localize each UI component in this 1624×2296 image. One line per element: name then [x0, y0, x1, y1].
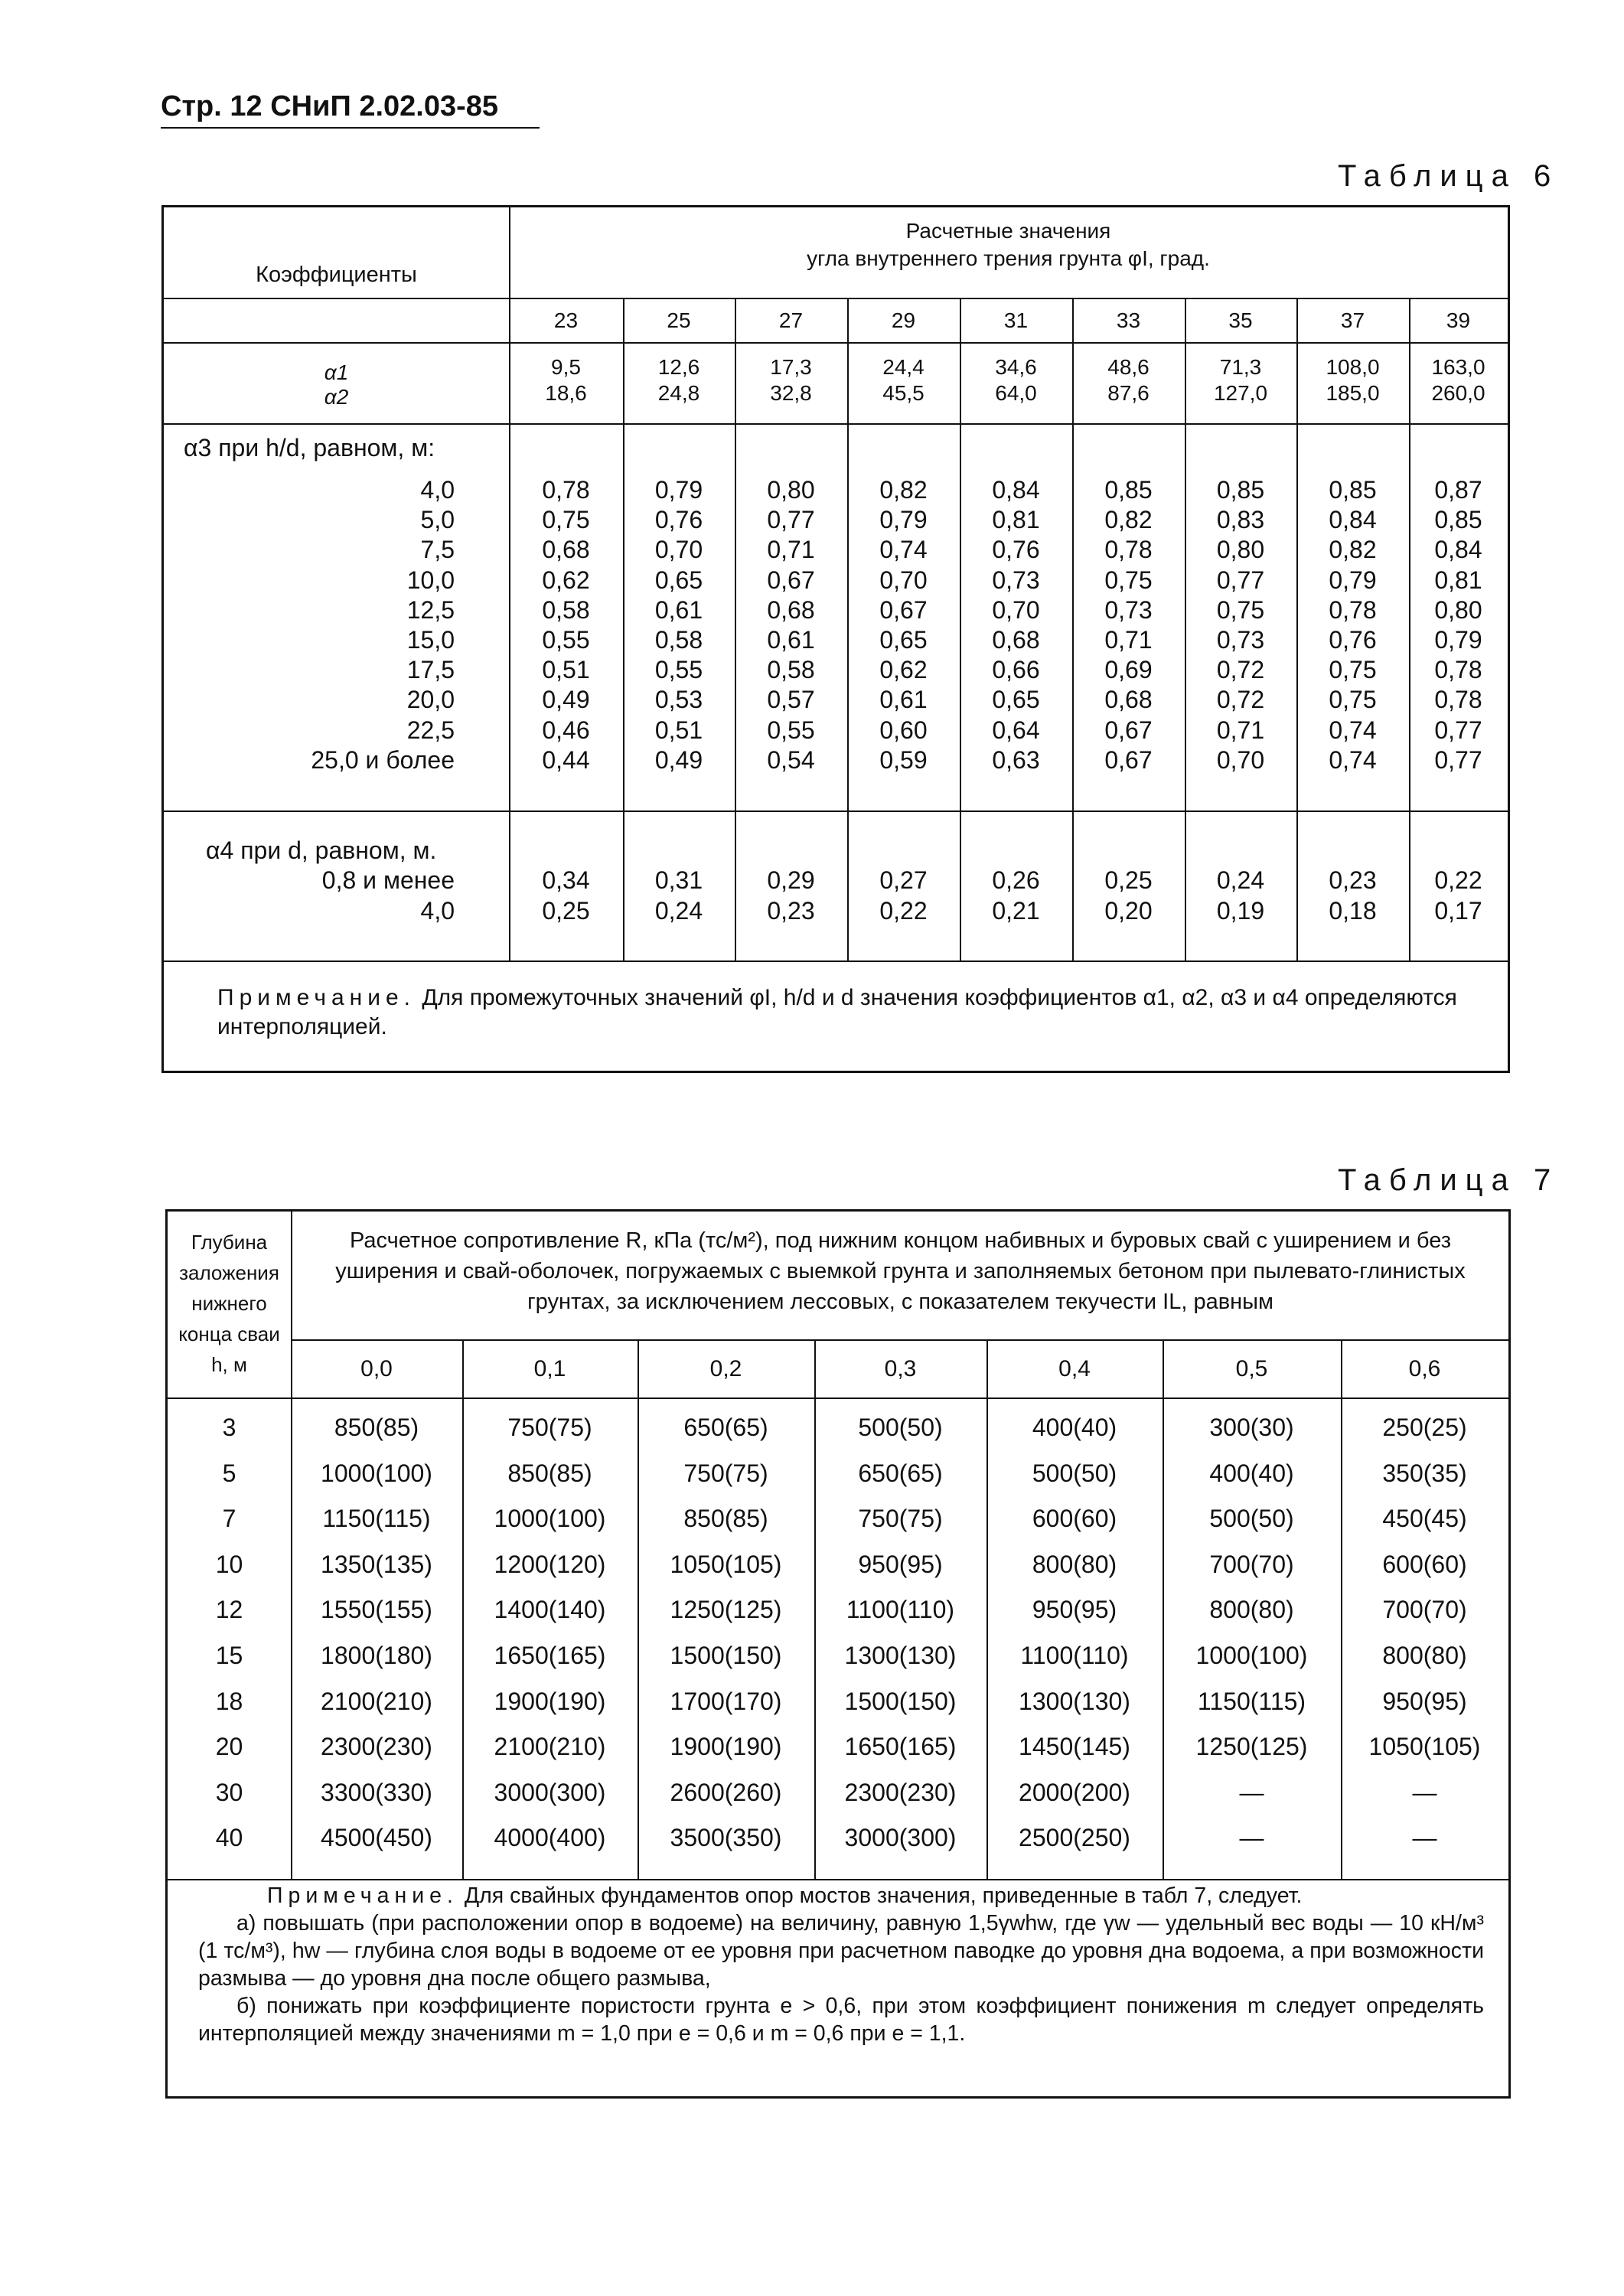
t6-g2-value: 0,64 [992, 716, 1040, 744]
t6-g2-row-label: 7,5 [420, 536, 455, 564]
t7-hline [168, 1397, 1508, 1399]
t6-span-header-line1: Расчетные значения [905, 219, 1111, 243]
t6-hline [164, 423, 1508, 425]
t6-g2-value: 0,71 [767, 536, 815, 564]
t6-g1-value: 185,0 [1326, 381, 1380, 405]
t7-hline [291, 1339, 1508, 1341]
t6-g1-label-a1: α1 [324, 360, 349, 384]
t6-g1-value: 45,5 [882, 381, 925, 405]
t6-g2-value: 0,65 [992, 686, 1040, 714]
t6-g2-row-label: 20,0 [406, 686, 455, 714]
t7-depth: 40 [215, 1824, 243, 1852]
t6-g2-value: 0,77 [767, 506, 815, 534]
t7-value: 400(40) [1209, 1459, 1294, 1487]
t6-g2-value: 0,63 [992, 745, 1040, 774]
t6-g3-value: 0,21 [992, 896, 1040, 925]
t6-g2-value: 0,68 [1104, 686, 1153, 714]
t6-g1-value: 24,8 [657, 381, 700, 405]
t7-value: 1050(105) [1368, 1733, 1481, 1761]
t6-g2-value: 0,78 [1434, 656, 1482, 684]
t7-value: 950(95) [1382, 1687, 1467, 1715]
t7-note [198, 1882, 1484, 2047]
t7-value: 1550(155) [321, 1596, 432, 1624]
t7-value: 750(75) [507, 1414, 592, 1441]
t6-g3-title: α4 при d, равном, м. [206, 837, 437, 864]
t6-g2-value: 0,75 [542, 506, 590, 534]
t6-g2-value: 0,55 [654, 656, 703, 684]
t6-g1-label-a2: α2 [324, 385, 349, 409]
t6-g2-value: 0,62 [542, 566, 590, 594]
t6-g2-value: 0,74 [879, 536, 928, 564]
t7-value: 1250(125) [1195, 1733, 1308, 1761]
t7-value: 600(60) [1032, 1505, 1117, 1533]
t6-g2-value: 0,80 [1434, 595, 1482, 624]
t6-g2-value: 0,77 [1434, 716, 1482, 744]
t6-g2-value: 0,77 [1216, 566, 1265, 594]
t7-depth: 7 [222, 1505, 236, 1533]
t7-value: 850(85) [507, 1459, 592, 1487]
t7-value: 2600(260) [670, 1778, 782, 1806]
t7-il-header: 0,1 [533, 1356, 566, 1381]
t6-g2-value: 0,73 [1104, 595, 1153, 624]
page-header-rule [161, 127, 540, 129]
table7 [165, 1209, 1511, 2099]
t7-value: 1650(165) [494, 1642, 606, 1669]
t7-value: — [1412, 1824, 1437, 1852]
t6-g1-value: 71,3 [1219, 355, 1262, 379]
t6-g1-value: 64,0 [995, 381, 1037, 405]
t6-g2-value: 0,68 [992, 626, 1040, 654]
t7-value: 750(75) [858, 1505, 943, 1533]
t7-note-label: Примечание. [267, 1883, 458, 1908]
t7-il-header: 0,6 [1408, 1356, 1441, 1381]
t6-g2-value: 0,78 [1434, 686, 1482, 714]
table6-caption: Таблица 6 [1338, 159, 1560, 193]
t7-value: 850(85) [334, 1414, 419, 1441]
t6-g2-value: 0,73 [992, 566, 1040, 594]
t6-angle-header: 37 [1340, 308, 1365, 332]
t6-g1-value: 18,6 [545, 381, 587, 405]
t7-value: 650(65) [683, 1414, 768, 1441]
t6-g2-value: 0,51 [654, 716, 703, 744]
t6-g2-value: 0,81 [992, 506, 1040, 534]
t6-g1-value: 12,6 [657, 355, 700, 379]
t6-g2-row-label: 4,0 [420, 476, 455, 504]
t7-value: 1000(100) [494, 1505, 606, 1533]
t7-value: 300(30) [1209, 1414, 1294, 1441]
t7-value: 1650(165) [844, 1733, 957, 1761]
t7-note-intro: Для свайных фундаментов опор мостов значения, приведенные в табл 7, следует. [464, 1883, 1303, 1908]
t7-value: 850(85) [683, 1505, 768, 1533]
t7-value: 2000(200) [1019, 1778, 1130, 1806]
t7-value: 700(70) [1382, 1596, 1467, 1624]
t7-il-header: 0,2 [709, 1356, 742, 1381]
t7-value: 1450(145) [1019, 1733, 1130, 1761]
t6-hline [509, 298, 1508, 299]
t6-g3-value: 0,29 [767, 866, 815, 894]
t7-value: 950(95) [1032, 1596, 1117, 1624]
t7-il-header: 0,0 [360, 1356, 393, 1381]
t7-value: — [1412, 1778, 1437, 1806]
t6-g2-row-label: 5,0 [420, 506, 455, 534]
t6-g1-value: 87,6 [1107, 381, 1150, 405]
t6-g2-value: 0,55 [542, 626, 590, 654]
t7-value: 400(40) [1032, 1414, 1117, 1441]
t7-value: 1350(135) [321, 1550, 432, 1578]
t6-g1-value: 34,6 [995, 355, 1037, 379]
t6-g2-value: 0,84 [1329, 506, 1377, 534]
t6-hline [164, 342, 1508, 344]
t7-il-header: 0,4 [1058, 1356, 1091, 1381]
t6-g3-value: 0,34 [542, 866, 590, 894]
t6-g2-value: 0,75 [1216, 595, 1265, 624]
t7-value: 1500(150) [844, 1687, 957, 1715]
t6-g3-row-label: 0,8 и менее [321, 866, 455, 894]
t6-hline [164, 810, 1508, 812]
t7-depth: 10 [215, 1550, 243, 1578]
t7-value: 1700(170) [670, 1687, 782, 1715]
t6-g1-value: 163,0 [1431, 355, 1485, 379]
t6-angle-header: 33 [1116, 308, 1141, 332]
t6-angle-header: 31 [1003, 308, 1029, 332]
page-header: Стр. 12 СНиП 2.02.03-85 [161, 90, 499, 122]
t7-value: 2300(230) [844, 1778, 957, 1806]
t7-value: 3000(300) [494, 1778, 606, 1806]
t6-g2-value: 0,82 [1329, 536, 1377, 564]
t7-il-header: 0,3 [884, 1356, 917, 1381]
t7-depth: 12 [215, 1596, 243, 1624]
t6-g3-value: 0,23 [767, 896, 815, 925]
t7-depth: 18 [215, 1687, 243, 1715]
t6-g2-value: 0,80 [1216, 536, 1265, 564]
t6-g2-value: 0,79 [654, 476, 703, 504]
t6-angle-header: 25 [667, 308, 691, 332]
t6-g2-value: 0,84 [1434, 536, 1482, 564]
t7-value: 800(80) [1382, 1642, 1467, 1669]
t7-hline [168, 1879, 1508, 1880]
t7-value: 1900(190) [494, 1687, 606, 1715]
t7-value: 800(80) [1209, 1596, 1294, 1624]
t6-g2-value: 0,75 [1104, 566, 1153, 594]
t6-g2-value: 0,62 [879, 656, 928, 684]
t6-g2-value: 0,78 [542, 476, 590, 504]
t6-g2-value: 0,85 [1329, 476, 1377, 504]
t7-value: 1150(115) [322, 1505, 431, 1533]
t7-value: 1800(180) [321, 1642, 432, 1669]
t6-g3-value: 0,22 [879, 896, 928, 925]
t7-value: 250(25) [1382, 1414, 1467, 1441]
t6-g1-value: 260,0 [1431, 381, 1485, 405]
t7-value: 1500(150) [670, 1642, 782, 1669]
t7-depth: 15 [215, 1642, 243, 1669]
t6-g2-row-label: 12,5 [406, 595, 455, 624]
t6-g3-value: 0,23 [1329, 866, 1377, 894]
t6-g2-value: 0,67 [879, 595, 928, 624]
t7-col0-header: Глубина заложения нижнего конца сваи h, м [178, 1231, 280, 1376]
t7-value: 500(50) [858, 1414, 943, 1441]
t6-g3-value: 0,26 [992, 866, 1040, 894]
t6-g2-value: 0,66 [992, 656, 1040, 684]
t7-value: 450(45) [1382, 1505, 1467, 1533]
t6-g2-value: 0,55 [767, 716, 815, 744]
t7-value: 600(60) [1382, 1550, 1467, 1578]
t7-value: — [1239, 1824, 1264, 1852]
t6-note [217, 983, 1472, 1042]
t7-value: 650(65) [858, 1459, 943, 1487]
t7-value: 3300(330) [321, 1778, 432, 1806]
t6-g3-value: 0,19 [1216, 896, 1265, 925]
t6-g3-value: 0,24 [1216, 866, 1265, 894]
t6-g3-value: 0,24 [654, 896, 703, 925]
t6-g2-value: 0,87 [1434, 476, 1482, 504]
t6-g2-value: 0,76 [992, 536, 1040, 564]
t7-value: 1150(115) [1197, 1687, 1306, 1715]
t6-g1-value: 127,0 [1213, 381, 1268, 405]
table7-caption: Таблица 7 [1338, 1163, 1560, 1197]
t6-g2-value: 0,67 [1104, 716, 1153, 744]
t6-g2-value: 0,51 [542, 656, 590, 684]
t6-g2-value: 0,70 [992, 595, 1040, 624]
t6-angle-header: 39 [1446, 308, 1471, 332]
t6-g3-value: 0,22 [1434, 866, 1482, 894]
t6-g2-value: 0,53 [654, 686, 703, 714]
t7-value: 2300(230) [321, 1733, 432, 1761]
t6-g1-value: 108,0 [1326, 355, 1380, 379]
t7-value: 1100(110) [846, 1596, 955, 1624]
t7-value: 1050(105) [670, 1550, 782, 1578]
t6-g2-value: 0,61 [767, 626, 815, 654]
t6-g2-value: 0,85 [1216, 476, 1265, 504]
t7-value: 1000(100) [1195, 1642, 1308, 1669]
t7-note-b: б) понижать при коэффициенте пористости грунта e > 0,6, при этом коэффициент понижения m следует определять интерполяцией между значениями m = 1,0 при e = 0,6 и m = 0,6 при e = 1,1. [198, 1994, 1484, 2046]
t6-g3-value: 0,17 [1434, 896, 1482, 925]
t6-g1-value: 9,5 [551, 355, 581, 379]
t6-g2-value: 0,76 [654, 506, 703, 534]
t6-g3-row-label: 4,0 [420, 896, 455, 925]
t6-angle-header: 29 [891, 308, 916, 332]
t6-g2-value: 0,58 [654, 626, 703, 654]
t6-g2-value: 0,79 [1434, 626, 1482, 654]
t6-g2-value: 0,68 [767, 595, 815, 624]
t6-g2-value: 0,57 [767, 686, 815, 714]
t7-value: 500(50) [1032, 1459, 1117, 1487]
t6-g2-value: 0,67 [767, 566, 815, 594]
t6-g2-value: 0,58 [542, 595, 590, 624]
t6-g2-value: 0,58 [767, 656, 815, 684]
t6-g2-value: 0,77 [1434, 745, 1482, 774]
t7-value: 800(80) [1032, 1550, 1117, 1578]
t6-angle-header: 23 [553, 308, 579, 332]
t6-g2-row-label: 22,5 [406, 716, 455, 744]
t6-g2-value: 0,74 [1329, 716, 1377, 744]
t6-g2-value: 0,76 [1329, 626, 1377, 654]
t6-g2-value: 0,71 [1216, 716, 1265, 744]
t6-g2-value: 0,73 [1216, 626, 1265, 654]
t7-value: 1300(130) [1019, 1687, 1130, 1715]
t7-value: 350(35) [1382, 1459, 1467, 1487]
t6-angle-header: 27 [778, 308, 804, 332]
t7-value: 1400(140) [494, 1596, 606, 1624]
t7-value: 700(70) [1209, 1550, 1294, 1578]
t7-value: 3000(300) [844, 1824, 957, 1852]
t7-value: 1900(190) [670, 1733, 782, 1761]
t7-value: 950(95) [858, 1550, 943, 1578]
t7-value: 500(50) [1209, 1505, 1294, 1533]
t6-hline [164, 960, 1508, 962]
t6-g2-value: 0,78 [1104, 536, 1153, 564]
t7-value: 3500(350) [670, 1824, 782, 1852]
t6-g2-value: 0,49 [542, 686, 590, 714]
t6-g2-row-label: 17,5 [406, 656, 455, 684]
t6-g2-value: 0,79 [879, 506, 928, 534]
t7-note-a: а) повышать (при расположении опор в водоеме) на величину, равную 1,5γwhw, где γw — удельный вес воды — 10 кН/м³ (1 тс/м³), hw — глубина слоя воды в водоеме от ее уровня при расчетном паводке до уровня дна водоема, а при возможности размыва — до уровня дна после общего размыва, [198, 1911, 1484, 1991]
t6-g2-value: 0,85 [1434, 506, 1482, 534]
t7-depth: 5 [222, 1459, 236, 1487]
t6-g2-row-label: 15,0 [406, 626, 455, 654]
t6-g2-value: 0,75 [1329, 656, 1377, 684]
t6-g3-value: 0,20 [1104, 896, 1153, 925]
table6 [161, 205, 1510, 1073]
t7-value: 4000(400) [494, 1824, 606, 1852]
t6-g2-value: 0,49 [654, 745, 703, 774]
t6-g2-value: 0,82 [879, 476, 928, 504]
t7-value: 2100(210) [494, 1733, 606, 1761]
t6-g2-value: 0,65 [654, 566, 703, 594]
t6-col0-header: Коэффициенты [256, 262, 417, 287]
t6-g2-value: 0,54 [767, 745, 815, 774]
t6-g2-value: 0,72 [1216, 686, 1265, 714]
t6-g2-value: 0,78 [1329, 595, 1377, 624]
t7-value: 2100(210) [321, 1687, 432, 1715]
t7-il-header: 0,5 [1235, 1356, 1268, 1381]
t6-g1-value: 24,4 [882, 355, 925, 379]
t6-note-label: Примечание. [217, 985, 416, 1010]
t7-value: 2500(250) [1019, 1824, 1130, 1852]
t6-g3-value: 0,31 [654, 866, 703, 894]
t6-g2-value: 0,70 [1216, 745, 1265, 774]
t6-g2-title: α3 при h/d, равном, м: [184, 434, 435, 461]
t6-g2-value: 0,79 [1329, 566, 1377, 594]
t6-g1-value: 48,6 [1107, 355, 1150, 379]
t6-g2-value: 0,44 [542, 745, 590, 774]
t6-g2-value: 0,72 [1216, 656, 1265, 684]
t6-g2-value: 0,83 [1216, 506, 1265, 534]
t7-depth: 3 [222, 1414, 236, 1441]
t6-g2-value: 0,84 [992, 476, 1040, 504]
t6-col0-header-cell [164, 207, 509, 342]
t6-g1-value: 32,8 [770, 381, 812, 405]
t7-note-intro-line [198, 1882, 1484, 1910]
t6-g3-value: 0,25 [542, 896, 590, 925]
t7-span-header: Расчетное сопротивление R, кПа (тс/м²), под нижним концом набивных и буровых свай с уширением и без уширения и свай-оболочек, погружаемых с выемкой грунта и заполняемых бетоном при пылевато-глинистых грунтах, за исключением лессовых, с показателем текучести IL, равным [335, 1228, 1466, 1314]
t6-g2-value: 0,61 [654, 595, 703, 624]
t7-value: 1200(120) [494, 1550, 606, 1578]
t6-g2-value: 0,65 [879, 626, 928, 654]
t6-g3-value: 0,25 [1104, 866, 1153, 894]
t6-g2-value: 0,70 [879, 566, 928, 594]
t6-g2-value: 0,75 [1329, 686, 1377, 714]
t6-g2-value: 0,70 [654, 536, 703, 564]
t6-g2-row-label: 25,0 и более [311, 745, 455, 774]
t6-g2-value: 0,85 [1104, 476, 1153, 504]
t6-span-header-line2: угла внутреннего трения грунта φI, град. [807, 246, 1210, 270]
t6-g2-value: 0,82 [1104, 506, 1153, 534]
t7-depth: 20 [215, 1733, 243, 1761]
t7-depth: 30 [215, 1778, 243, 1806]
t7-value: 4500(450) [321, 1824, 432, 1852]
t6-g2-value: 0,80 [767, 476, 815, 504]
t6-note-text: Для промежуточных значений φI, h/d и d значения коэффициентов α1, α2, α3 и α4 определяются интерполяцией. [217, 985, 1457, 1039]
t6-g1-value: 17,3 [770, 355, 812, 379]
t7-value: 1250(125) [670, 1596, 782, 1624]
t6-g2-value: 0,59 [879, 745, 928, 774]
t6-g2-row-label: 10,0 [406, 566, 455, 594]
t6-g3-value: 0,18 [1329, 896, 1377, 925]
t7-value: 1300(130) [844, 1642, 957, 1669]
t6-g2-value: 0,60 [879, 716, 928, 744]
t7-value: 1100(110) [1020, 1642, 1129, 1669]
t6-g2-value: 0,74 [1329, 745, 1377, 774]
t7-value: — [1239, 1778, 1264, 1806]
t7-value: 750(75) [683, 1459, 768, 1487]
t6-g2-value: 0,61 [879, 686, 928, 714]
t6-g2-value: 0,67 [1104, 745, 1153, 774]
t6-g2-value: 0,46 [542, 716, 590, 744]
t6-g3-value: 0,27 [879, 866, 928, 894]
t6-g2-value: 0,69 [1104, 656, 1153, 684]
t6-g2-value: 0,68 [542, 536, 590, 564]
t6-g2-value: 0,71 [1104, 626, 1153, 654]
t7-value: 1000(100) [321, 1459, 432, 1487]
t6-angle-header: 35 [1228, 308, 1253, 332]
t6-g2-value: 0,81 [1434, 566, 1482, 594]
